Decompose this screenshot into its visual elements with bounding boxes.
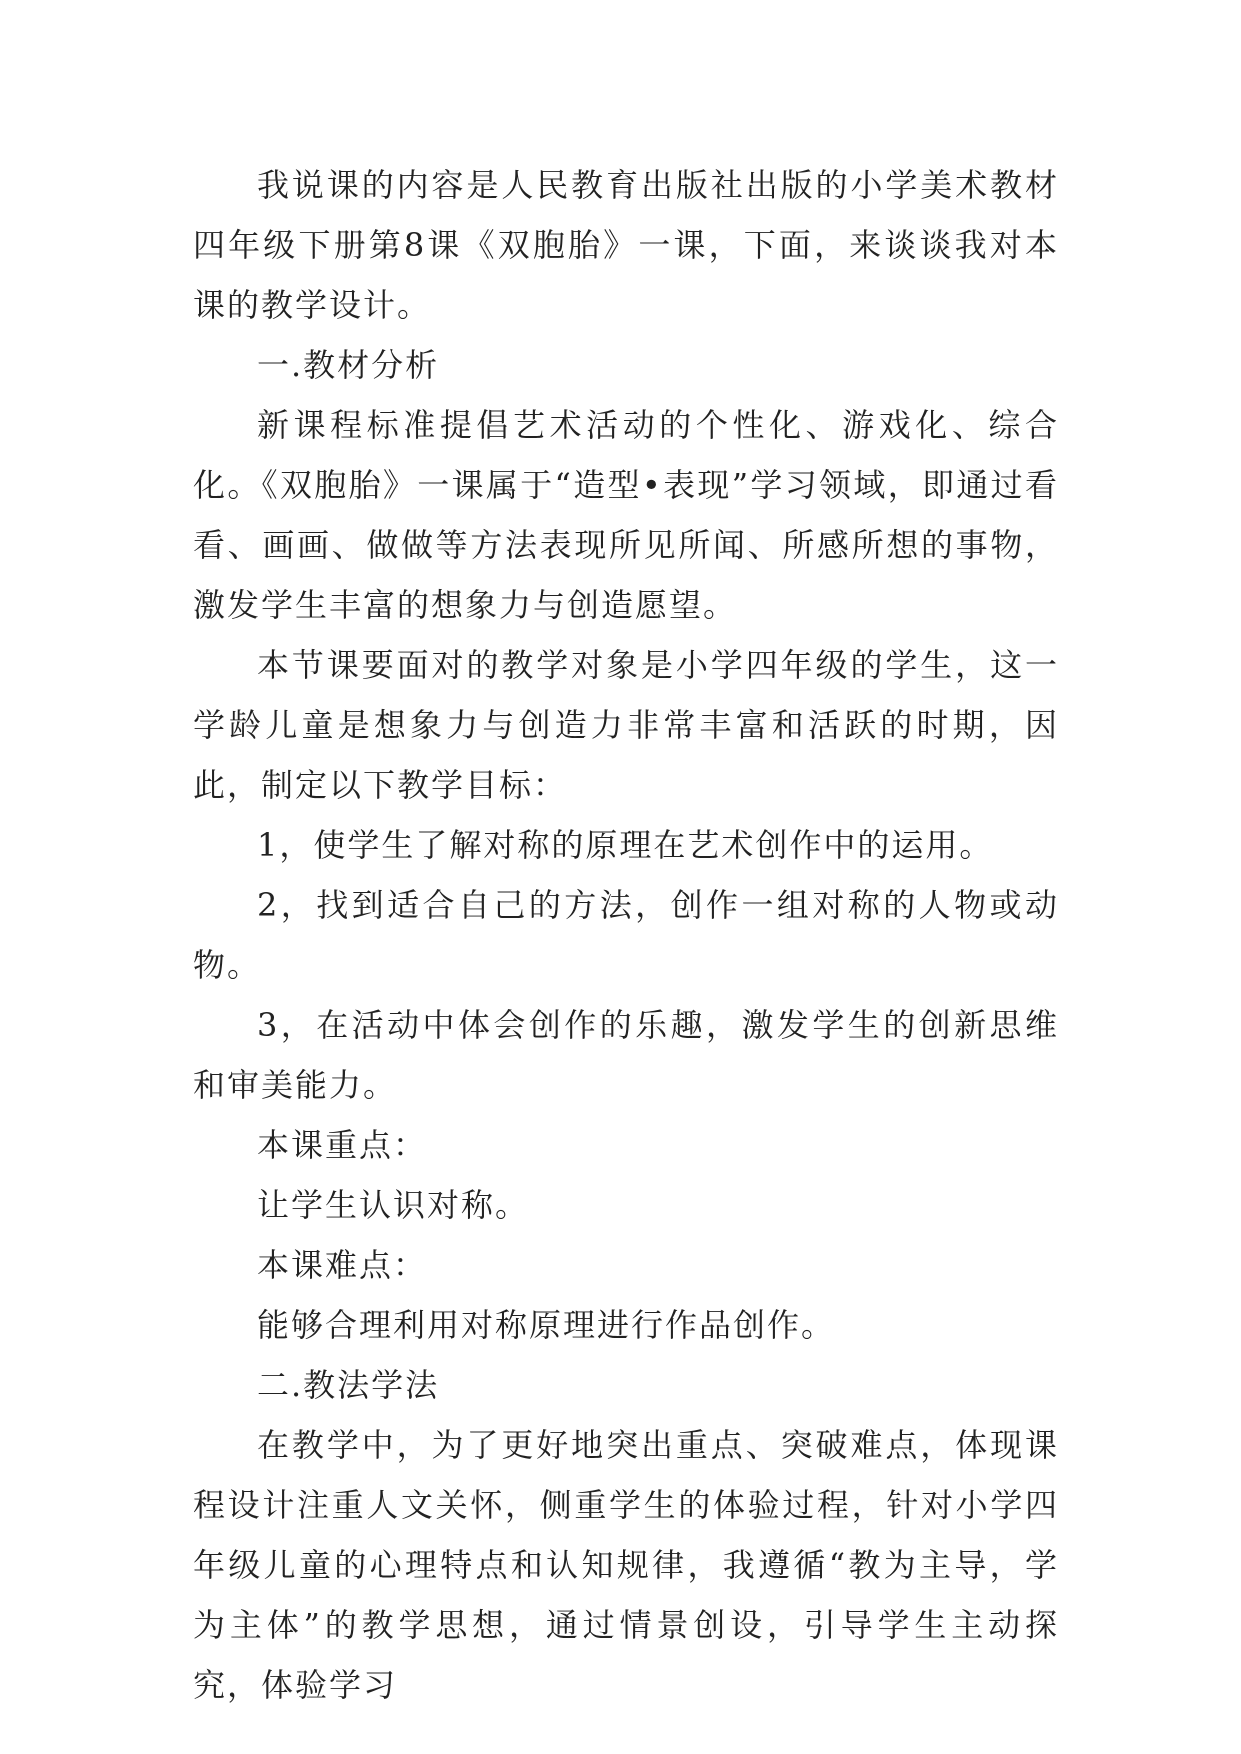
- document-body: [193, 155, 1059, 1715]
- key-point-text: 让学生认识对称。: [257, 1186, 530, 1224]
- goal-item-1: 1，使学生了解对称的原理在艺术创作中的运用。: [257, 826, 994, 864]
- paragraph-teaching-targets: 本节课要面对的教学对象是小学四年级的学生，这一学龄儿童是想象力与创造力非常丰富和活跃的时期，因此，制定以下教学目标：: [193, 646, 1059, 804]
- paragraph-intro: 我说课的内容是人民教育出版社出版的小学美术教材四年级下册第8课《双胞胎》一课，下面，来谈谈我对本课的教学设计。: [193, 166, 1059, 324]
- heading-teaching-methods: 二.教法学法: [257, 1366, 440, 1404]
- key-point-label: 本课重点：: [257, 1126, 428, 1164]
- difficulty-label: 本课难点：: [257, 1246, 428, 1284]
- heading-textbook-analysis: 一.教材分析: [257, 346, 440, 384]
- goal-item-3: 3，在活动中体会创作的乐趣，激发学生的创新思维和审美能力。: [193, 1006, 1059, 1104]
- paragraph-methods: 在教学中，为了更好地突出重点、突破难点，体现课程设计注重人文关怀，侧重学生的体验过程，针对小学四年级儿童的心理特点和认知规律，我遵循“教为主导，学为主体”的教学思想，通过情景创设，引导学生主动探究，体验学习: [193, 1426, 1059, 1704]
- paragraph-curriculum: 新课程标准提倡艺术活动的个性化、游戏化、综合化。《双胞胎》一课属于“造型•表现”学习领域，即通过看看、画画、做做等方法表现所见所闻、所感所想的事物，激发学生丰富的想象力与创造愿望。: [193, 406, 1059, 624]
- goal-item-2: 2，找到适合自己的方法，创作一组对称的人物或动物。: [193, 886, 1059, 984]
- difficulty-text: 能够合理利用对称原理进行作品创作。: [257, 1306, 836, 1344]
